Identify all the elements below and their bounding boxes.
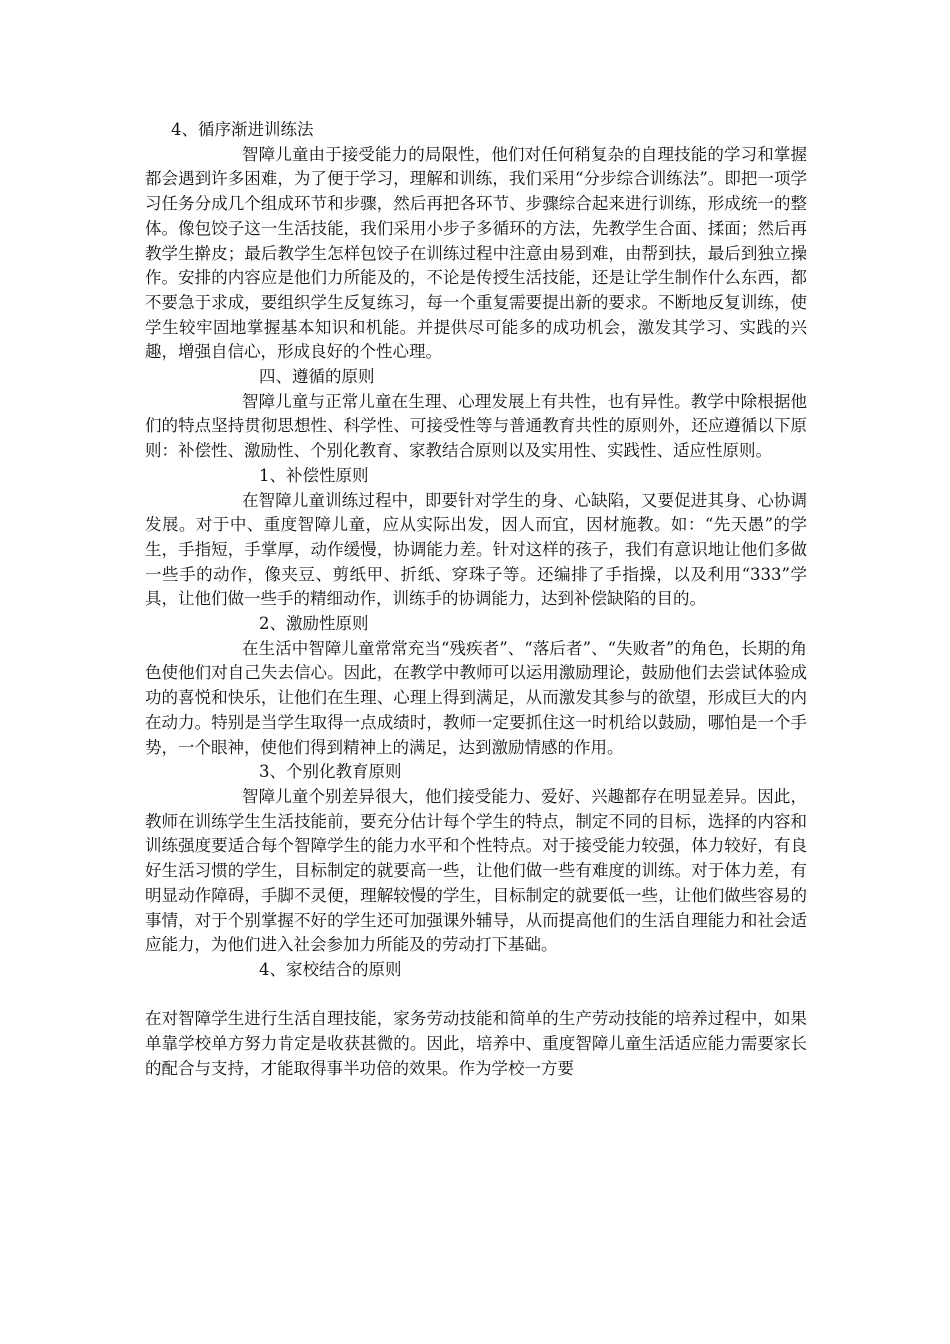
section-heading: 四、遵循的原则: [259, 367, 375, 387]
document-body: [145, 118, 807, 1081]
paragraph: 智障儿童由于接受能力的局限性，他们对任何稍复杂的自理技能的学习和掌握都会遇到许多困难，为了便于学习，理解和训练，我们采用“分步综合训练法”。即把一项学习任务分成几个组成环节和步骤，然后再把各环节、步骤综合起来进行训练，形成统一的整体。像包饺子这一生活技能，我们采用小步子多循环的方法，先教学生合面、揉面；然后再教学生擀皮；最后教学生怎样包饺子在训练过程中注意由易到难，由帮到扶，最后到独立操作。安排的内容应是他们力所能及的，不论是传授生活技能，还是让学生制作什么东西，都不要急于求成，要组织学生反复练习，每一个重复需要提出新的要求。不断地反复训练，使学生较牢固地掌握基本知识和机能。并提供尽可能多的成功机会，激发其学习、实践的兴趣，增强自信心，形成良好的个性心理。: [145, 144, 807, 362]
blank-line: [145, 983, 807, 1008]
paragraph: 智障儿童个别差异很大，他们接受能力、爱好、兴趣都存在明显差异。因此，教师在训练学生生活技能前，要充分估计每个学生的特点，制定不同的目标，选择的内容和训练强度要适合每个智障学生的能力水平和个性特点。对于接受能力较强，体力较好，有良好生活习惯的学生，目标制定的就要高一些，让他们做一些有难度的训练。对于体力差，有明显动作障碍，手脚不灵便，理解较慢的学生，目标制定的就要低一些，让他们做些容易的事情，对于个别掌握不好的学生还可加强课外辅导，从而提高他们的生活自理能力和社会适应能力，为他们进入社会参加力所能及的劳动打下基础。: [145, 786, 807, 955]
principle-heading: 1、补偿性原则: [259, 465, 369, 485]
principle-heading: 2、激励性原则: [259, 614, 369, 634]
paragraph: 在智障儿童训练过程中，即要针对学生的身、心缺陷，又要促进其身、心协调发展。对于中、重度智障儿童，应从实际出发，因人而宜，因材施教。如：“先天愚”的学生，手指短，手掌厚，动作缓慢，协调能力差。针对这样的孩子，我们有意识地让他们多做一些手的动作，像夹豆、剪纸甲、折纸、穿珠子等。还编排了手指操，以及利用“333”学具，让他们做一些手的精细动作，训练手的协调能力，达到补偿缺陷的目的。: [145, 490, 807, 609]
paragraph: 在生活中智障儿童常常充当“残疾者”、“落后者”、“失败者”的角色，长期的角色使他们对自己失去信心。因此，在教学中教师可以运用激励理论，鼓励他们去尝试体验成功的喜悦和快乐，让他们在生理、心理上得到满足，从而激发其参与的欲望，形成巨大的内在动力。特别是当学生取得一点成绩时，教师一定要抓住这一时机给以鼓励，哪怕是一个手势，一个眼神，使他们得到精神上的满足，达到激励情感的作用。: [145, 638, 807, 757]
paragraph: 智障儿童与正常儿童在生理、心理发展上有共性，也有异性。教学中除根据他们的特点坚持贯彻思想性、科学性、可接受性等与普通教育共性的原则外，还应遵循以下原则：补偿性、激励性、个别化教育、家教结合原则以及实用性、实践性、适应性原则。: [145, 391, 807, 461]
principle-heading: 3、个别化教育原则: [259, 762, 402, 782]
principle-heading: 4、家校结合的原则: [259, 959, 402, 979]
section-heading: 4、循序渐进训练法: [171, 120, 314, 139]
paragraph: 在对智障学生进行生活自理技能，家务劳动技能和简单的生产劳动技能的培养过程中，如果单靠学校单方努力肯定是收获甚微的。因此，培养中、重度智障儿童生活适应能力需要家长的配合与支持，才能取得事半功倍的效果。作为学校一方要: [145, 1009, 807, 1078]
